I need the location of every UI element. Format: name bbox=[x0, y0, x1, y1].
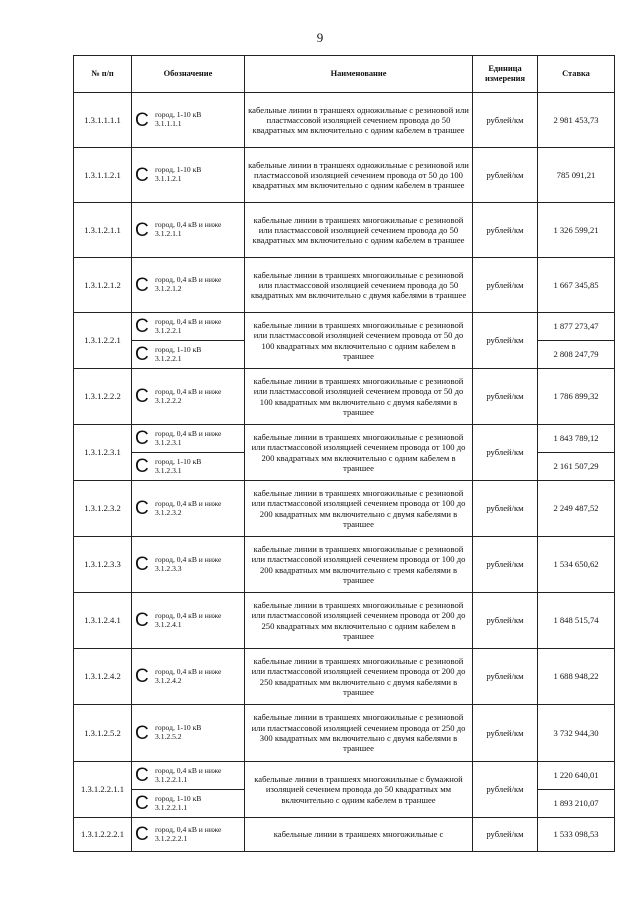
designation-label: город, 0,4 кВ и ниже bbox=[155, 554, 222, 564]
table-row bbox=[74, 762, 615, 790]
designation-code: 3.1.2.2.2.1 bbox=[155, 833, 188, 843]
row-rate: 1 843 789,12 bbox=[538, 425, 615, 453]
row-unit: рублей/км bbox=[473, 481, 538, 537]
designation-label: город, 0,4 кВ и ниже bbox=[155, 610, 222, 620]
row-rate: 1 688 948,22 bbox=[538, 649, 615, 705]
designation bbox=[135, 825, 241, 844]
row-unit: рублей/км bbox=[473, 818, 538, 852]
row-number: 1.3.1.2.4.1 bbox=[74, 593, 132, 649]
designation-code: 3.1.2.2.1 bbox=[155, 353, 182, 363]
designation-text bbox=[153, 430, 221, 447]
designation-text bbox=[153, 724, 201, 741]
designation-text bbox=[153, 668, 221, 685]
designation-letter: С bbox=[135, 666, 149, 687]
designation-label: город, 1-10 кВ bbox=[155, 723, 202, 733]
designation-label: город, 0,4 кВ и ниже bbox=[155, 666, 222, 676]
designation-text bbox=[153, 166, 201, 183]
row-rate: 2 249 487,52 bbox=[538, 481, 615, 537]
row-name: кабельные линии в траншеях многожильные с резиновой или пластмассовой изоляцией сечением провода от 200 до 250 квадратных мм включительно с одним кабелем в траншее bbox=[245, 593, 473, 649]
table-row bbox=[74, 481, 615, 537]
designation-cell bbox=[132, 425, 245, 453]
header-unit: Единица измерения bbox=[473, 56, 538, 93]
header-name: Наименование bbox=[245, 56, 473, 93]
row-rate: 1 877 273,47 bbox=[538, 313, 615, 341]
row-name: кабельные линии в траншеях многожильные с резиновой или пластмассовой изоляцией сечением провода от 100 до 200 квадратных мм включительно с одним кабелем в траншее bbox=[245, 425, 473, 481]
designation bbox=[135, 276, 241, 295]
designation-code: 3.1.2.1.2 bbox=[155, 284, 182, 293]
designation-letter: С bbox=[135, 610, 149, 631]
designation-letter: С bbox=[135, 316, 149, 337]
row-name: кабельные линии в траншеях многожильные с резиновой или пластмассовой изоляцией сечением провода от 50 до 100 квадратных мм включительно с двумя кабелями в траншее bbox=[245, 369, 473, 425]
designation-code: 3.1.2.2.1 bbox=[155, 325, 182, 335]
designation-code: 3.1.2.3.1 bbox=[155, 465, 182, 475]
table-body bbox=[74, 93, 615, 852]
row-rate: 1 534 650,62 bbox=[538, 537, 615, 593]
table-row bbox=[74, 203, 615, 258]
designation-text bbox=[153, 767, 221, 784]
designation bbox=[135, 667, 241, 686]
designation bbox=[135, 345, 241, 364]
designation-letter: С bbox=[135, 386, 149, 407]
row-number: 1.3.1.2.1.1 bbox=[74, 203, 132, 258]
row-name: кабельные линии в траншеях многожильные с резиновой или пластмассовой изоляцией сечением провода от 100 до 200 квадратных мм включительно с тремя кабелями в траншее bbox=[245, 537, 473, 593]
designation bbox=[135, 555, 241, 574]
designation-cell bbox=[132, 369, 245, 425]
designation-cell bbox=[132, 453, 245, 481]
table-row bbox=[74, 649, 615, 705]
designation bbox=[135, 794, 241, 813]
designation-letter: С bbox=[135, 456, 149, 477]
row-number: 1.3.1.2.1.2 bbox=[74, 258, 132, 313]
row-unit: рублей/км bbox=[473, 203, 538, 258]
table-row bbox=[74, 93, 615, 148]
row-unit: рублей/км bbox=[473, 649, 538, 705]
row-unit: рублей/км bbox=[473, 425, 538, 481]
row-number: 1.3.1.2.5.2 bbox=[74, 705, 132, 762]
row-unit: рублей/км bbox=[473, 537, 538, 593]
designation-letter: С bbox=[135, 498, 149, 519]
designation-text bbox=[153, 500, 221, 517]
designation-cell bbox=[132, 593, 245, 649]
row-number: 1.3.1.2.2.1.1 bbox=[74, 762, 132, 818]
designation-code: 3.1.1.1.1 bbox=[155, 119, 182, 128]
row-rate: 1 893 210,07 bbox=[538, 790, 615, 818]
row-rate: 2 808 247,79 bbox=[538, 341, 615, 369]
designation-code: 3.1.2.2.2 bbox=[155, 395, 182, 405]
designation-cell bbox=[132, 341, 245, 369]
row-unit: рублей/км bbox=[473, 258, 538, 313]
designation-label: город, 1-10 кВ bbox=[155, 793, 202, 803]
table-row bbox=[74, 818, 615, 852]
designation-cell bbox=[132, 258, 245, 313]
row-name: кабельные линии в траншеях многожильные с резиновой или пластмассовой изоляцией сечением провода от 50 до 100 квадратных мм включительно с одним кабелем в траншее bbox=[245, 313, 473, 369]
designation-letter: С bbox=[135, 344, 149, 365]
designation-cell bbox=[132, 705, 245, 762]
rates-table bbox=[73, 55, 615, 852]
designation-cell bbox=[132, 537, 245, 593]
designation-letter: С bbox=[135, 554, 149, 575]
designation-code: 3.1.2.2.1.1 bbox=[155, 802, 188, 812]
designation-label: город, 1-10 кВ bbox=[155, 456, 202, 466]
designation bbox=[135, 221, 241, 240]
row-name: кабельные линии в траншеях многожильные с резиновой или пластмассовой изоляцией сечением провода от 200 до 250 квадратных мм включительно с двумя кабелями в траншее bbox=[245, 649, 473, 705]
designation-letter: С bbox=[135, 793, 149, 814]
row-number: 1.3.1.1.2.1 bbox=[74, 148, 132, 203]
designation-letter: С bbox=[135, 722, 149, 744]
designation-letter: С bbox=[135, 164, 149, 186]
designation-text bbox=[153, 388, 221, 405]
designation-label: город, 0,4 кВ и ниже bbox=[155, 220, 222, 230]
row-unit: рублей/км bbox=[473, 369, 538, 425]
designation-label: город, 0,4 кВ и ниже bbox=[155, 765, 222, 775]
row-unit: рублей/км bbox=[473, 593, 538, 649]
row-number: 1.3.1.2.2.2.1 bbox=[74, 818, 132, 852]
designation-label: город, 1-10 кВ bbox=[155, 344, 202, 354]
table-header-row bbox=[74, 56, 615, 93]
designation-letter: С bbox=[135, 274, 149, 296]
row-number: 1.3.1.1.1.1 bbox=[74, 93, 132, 148]
row-number: 1.3.1.2.3.3 bbox=[74, 537, 132, 593]
row-rate: 1 848 515,74 bbox=[538, 593, 615, 649]
table-row bbox=[74, 369, 615, 425]
designation-code: 3.1.2.1.1 bbox=[155, 229, 182, 238]
row-name: кабельные линии в траншеях многожильные с бумажной изоляцией сечением провода до 50 квадратных мм включительно с одним кабелем в траншее bbox=[245, 762, 473, 818]
designation-code: 3.1.2.4.2 bbox=[155, 675, 182, 685]
designation-text bbox=[153, 276, 221, 293]
row-unit: рублей/км bbox=[473, 762, 538, 818]
designation-text bbox=[153, 826, 221, 843]
row-unit: рублей/км bbox=[473, 148, 538, 203]
row-number: 1.3.1.2.3.2 bbox=[74, 481, 132, 537]
table-row bbox=[74, 148, 615, 203]
designation-text bbox=[153, 221, 221, 238]
row-unit: рублей/км bbox=[473, 705, 538, 762]
table-row bbox=[74, 258, 615, 313]
designation bbox=[135, 317, 241, 336]
designation-letter: С bbox=[135, 428, 149, 449]
designation bbox=[135, 429, 241, 448]
row-name: кабельные линии в траншеях многожильные с резиновой или пластмассовой изоляцией сечением провода до 50 квадратных мм включительно с одним кабелем в траншее bbox=[245, 203, 473, 258]
row-rate: 2 161 507,29 bbox=[538, 453, 615, 481]
designation-code: 3.1.2.2.1.1 bbox=[155, 774, 188, 784]
page-number: 9 bbox=[316, 30, 324, 45]
row-rate: 3 732 944,30 bbox=[538, 705, 615, 762]
row-name: кабельные линии в траншеях многожильные с резиновой или пластмассовой изоляцией сечением провода до 50 квадратных мм включительно с двумя кабелями в траншее bbox=[245, 258, 473, 313]
designation-text bbox=[153, 111, 201, 128]
designation-cell bbox=[132, 818, 245, 852]
designation-cell bbox=[132, 649, 245, 705]
row-unit: рублей/км bbox=[473, 93, 538, 148]
row-rate: 785 091,21 bbox=[538, 148, 615, 203]
row-rate: 1 667 345,85 bbox=[538, 258, 615, 313]
designation-text bbox=[153, 795, 201, 812]
row-rate: 1 786 899,32 bbox=[538, 369, 615, 425]
designation-letter: С bbox=[135, 824, 149, 845]
row-name: кабельные линии в траншеях многожильные с резиновой или пластмассовой изоляцией сечением провода от 250 до 300 квадратных мм включительно с двумя кабелями в траншее bbox=[245, 705, 473, 762]
row-rate: 1 220 640,01 bbox=[538, 762, 615, 790]
designation-letter: С bbox=[135, 219, 149, 241]
designation-code: 3.1.2.4.1 bbox=[155, 619, 182, 629]
designation-code: 3.1.1.2.1 bbox=[155, 174, 182, 183]
designation bbox=[135, 387, 241, 406]
row-name: кабельные линии в траншеях многожильные с bbox=[245, 818, 473, 852]
designation-text bbox=[153, 318, 221, 335]
designation-text bbox=[153, 612, 221, 629]
table-row bbox=[74, 537, 615, 593]
designation-cell bbox=[132, 762, 245, 790]
designation-label: город, 1-10 кВ bbox=[155, 165, 202, 175]
designation-cell bbox=[132, 93, 245, 148]
designation-code: 3.1.2.3.2 bbox=[155, 507, 182, 517]
designation bbox=[135, 457, 241, 476]
designation-cell bbox=[132, 313, 245, 341]
designation-text bbox=[153, 346, 201, 363]
row-name: кабельные линии в траншеях одножильные с резиновой или пластмассовой изоляцией сечением провода до 50 квадратных мм включительно с одним кабелем в траншее bbox=[245, 93, 473, 148]
row-number: 1.3.1.2.2.2 bbox=[74, 369, 132, 425]
designation-label: город, 0,4 кВ и ниже bbox=[155, 824, 222, 834]
designation bbox=[135, 111, 241, 130]
row-rate: 1 533 098,53 bbox=[538, 818, 615, 852]
table-row bbox=[74, 705, 615, 762]
designation-label: город, 0,4 кВ и ниже bbox=[155, 275, 222, 285]
designation-label: город, 0,4 кВ и ниже bbox=[155, 316, 222, 326]
designation-text bbox=[153, 556, 221, 573]
row-name: кабельные линии в траншеях одножильные с резиновой или пластмассовой изоляцией сечением провода от 50 до 100 квадратных мм включительно с одним кабелем в траншее bbox=[245, 148, 473, 203]
row-name: кабельные линии в траншеях многожильные с резиновой или пластмассовой изоляцией сечением провода от 100 до 200 квадратных мм включительно с двумя кабелями в траншее bbox=[245, 481, 473, 537]
designation-label: город, 1-10 кВ bbox=[155, 110, 202, 120]
designation-code: 3.1.2.3.3 bbox=[155, 563, 182, 573]
designation-letter: С bbox=[135, 109, 149, 131]
row-rate: 1 326 599,21 bbox=[538, 203, 615, 258]
designation bbox=[135, 499, 241, 518]
header-num: № п/п bbox=[74, 56, 132, 93]
table-row bbox=[74, 313, 615, 341]
designation-label: город, 0,4 кВ и ниже bbox=[155, 498, 222, 508]
designation bbox=[135, 166, 241, 185]
header-rate: Ставка bbox=[538, 56, 615, 93]
designation bbox=[135, 766, 241, 785]
designation-cell bbox=[132, 203, 245, 258]
designation-letter: С bbox=[135, 765, 149, 786]
designation bbox=[135, 724, 241, 743]
designation-cell bbox=[132, 148, 245, 203]
designation-label: город, 0,4 кВ и ниже bbox=[155, 428, 222, 438]
designation-text bbox=[153, 458, 201, 475]
designation-cell bbox=[132, 481, 245, 537]
designation-code: 3.1.2.5.2 bbox=[155, 732, 182, 741]
designation-code: 3.1.2.3.1 bbox=[155, 437, 182, 447]
table-row bbox=[74, 593, 615, 649]
designation bbox=[135, 611, 241, 630]
row-unit: рублей/км bbox=[473, 313, 538, 369]
row-rate: 2 981 453,73 bbox=[538, 93, 615, 148]
header-code: Обозначение bbox=[132, 56, 245, 93]
designation-label: город, 0,4 кВ и ниже bbox=[155, 386, 222, 396]
row-number: 1.3.1.2.4.2 bbox=[74, 649, 132, 705]
table-row bbox=[74, 425, 615, 453]
row-number: 1.3.1.2.2.1 bbox=[74, 313, 132, 369]
designation-cell bbox=[132, 790, 245, 818]
row-number: 1.3.1.2.3.1 bbox=[74, 425, 132, 481]
